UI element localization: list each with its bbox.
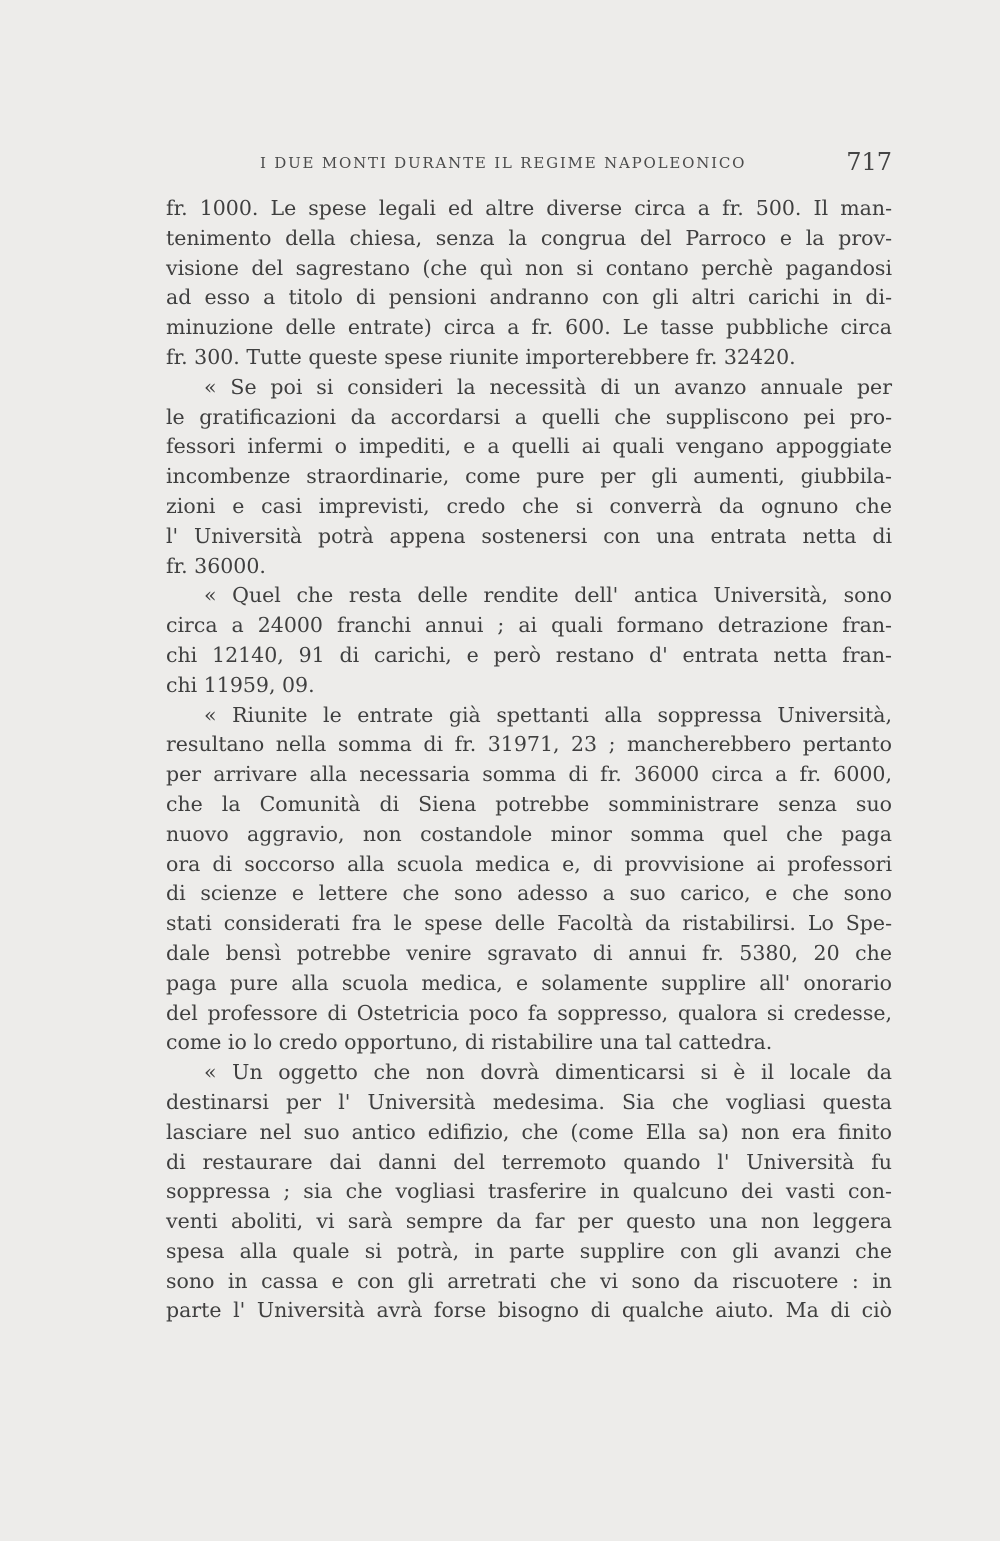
page-number: 717 (846, 148, 892, 176)
text-line: visione del sagrestano (che quì non si contano perchè pagandosi (166, 255, 892, 280)
text-line: « Riunite le entrate già spettanti alla soppressa Università, (204, 702, 892, 727)
text-line: fr. 36000. (166, 553, 266, 578)
page-header (166, 148, 892, 188)
text-line: parte l' Università avrà forse bisogno di qualche aiuto. Ma di ciò (166, 1298, 892, 1323)
text-line: incombenze straordinarie, come pure per gli aumenti, giubbila- (166, 464, 892, 489)
text-line: destinarsi per l' Università medesima. Sia che vogliasi questa (166, 1089, 892, 1114)
body-text (166, 194, 892, 1326)
text-line: chi 12140, 91 di carichi, e però restano d' entrata netta fran- (166, 642, 892, 667)
text-line: chi 11959, 09. (166, 672, 315, 697)
text-line: fessori infermi o impediti, e a quelli ai quali vengano appoggiate (166, 434, 892, 459)
text-line: ora di soccorso alla scuola medica e, di provvisione ai professori (166, 851, 892, 876)
running-title: I DUE MONTI DURANTE IL REGIME NAPOLEONICO (260, 154, 747, 172)
text-line: resultano nella somma di fr. 31971, 23 ; mancherebbero pertanto (166, 732, 892, 757)
text-line: paga pure alla scuola medica, e solamente supplire all' onorario (166, 970, 892, 995)
text-line: spesa alla quale si potrà, in parte supplire con gli avanzi che (166, 1238, 892, 1263)
text-line: come io lo credo opportuno, di ristabilire una tal cattedra. (166, 1030, 773, 1055)
text-line: venti aboliti, vi sarà sempre da far per questo una non leggera (166, 1209, 892, 1234)
text-line: di scienze e lettere che sono adesso a suo carico, e che sono (166, 881, 892, 906)
text-line: l' Università potrà appena sostenersi con una entrata netta di (166, 523, 892, 548)
text-line: le gratificazioni da accordarsi a quelli che suppliscono pei pro- (166, 404, 892, 429)
text-line: fr. 1000. Le spese legali ed altre diverse circa a fr. 500. Il man- (166, 196, 892, 220)
text-line: circa a 24000 franchi annui ; ai quali formano detrazione fran- (166, 613, 892, 638)
text-line: lasciare nel suo antico edifizio, che (come Ella sa) non era finito (166, 1119, 892, 1144)
text-line: del professore di Ostetricia poco fa soppresso, qualora si credesse, (166, 1000, 892, 1025)
text-line: per arrivare alla necessaria somma di fr. 36000 circa a fr. 6000, (166, 762, 892, 787)
text-line: soppressa ; sia che vogliasi trasferire in qualcuno dei vasti con- (166, 1179, 892, 1204)
text-line: fr. 300. Tutte queste spese riunite importerebbere fr. 32420. (166, 344, 796, 369)
text-line: ad esso a titolo di pensioni andranno con gli altri carichi in di- (166, 285, 892, 310)
text-line: « Un oggetto che non dovrà dimenticarsi si è il locale da (204, 1060, 892, 1085)
text-line: di restaurare dai danni del terremoto quando l' Università fu (166, 1149, 892, 1174)
text-line: minuzione delle entrate) circa a fr. 600. Le tasse pubbliche circa (166, 315, 892, 340)
text-line: che la Comunità di Siena potrebbe somministrare senza suo (166, 791, 892, 816)
text-line: stati considerati fra le spese delle Facoltà da ristabilirsi. Lo Spe- (166, 911, 892, 936)
text-line: dale bensì potrebbe venire sgravato di annui fr. 5380, 20 che (166, 940, 892, 965)
text-line: tenimento della chiesa, senza la congrua del Parroco e la prov- (166, 225, 892, 250)
text-line: « Se poi si consideri la necessità di un avanzo annuale per (204, 374, 892, 399)
text-line: nuovo aggravio, non costandole minor somma quel che paga (166, 821, 892, 846)
text-line: zioni e casi imprevisti, credo che si converrà da ognuno che (166, 493, 892, 518)
text-line: « Quel che resta delle rendite dell' antica Università, sono (204, 583, 892, 608)
text-line: sono in cassa e con gli arretrati che vi sono da riscuotere : in (166, 1268, 892, 1293)
